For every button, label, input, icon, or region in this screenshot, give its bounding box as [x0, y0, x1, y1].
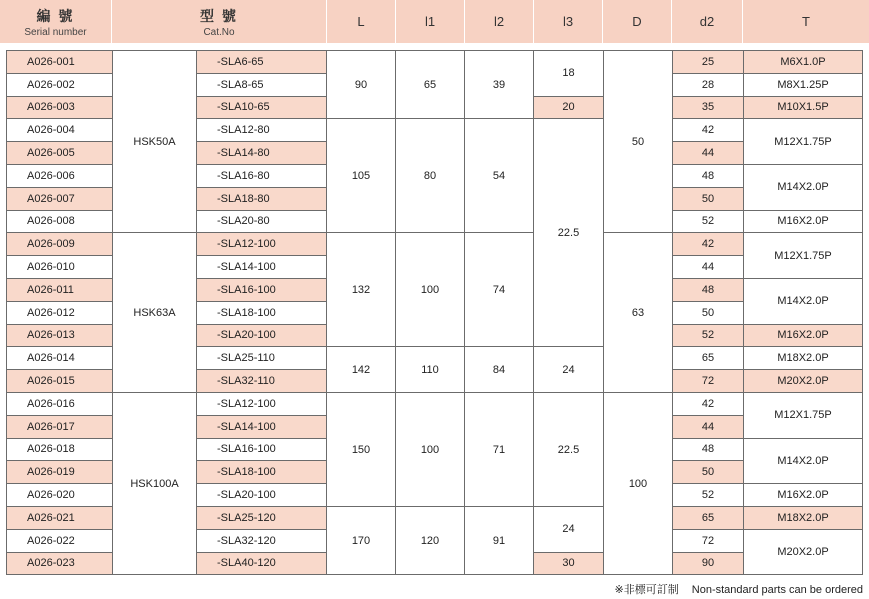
model-cell: HSK100A	[112, 392, 197, 575]
l2-cell: 54	[464, 118, 534, 233]
cat-no-cell: -SLA8-65	[196, 73, 327, 97]
d2-cell: 90	[672, 552, 744, 576]
cat-no-cell: -SLA16-100	[196, 438, 327, 462]
cat-no-cell: -SLA6-65	[196, 50, 327, 74]
l3-cell: 24	[533, 346, 604, 393]
D-cell: 100	[603, 392, 673, 575]
d2-cell: 42	[672, 392, 744, 416]
cat-no-cell: -SLA12-100	[196, 232, 327, 256]
l1-cell: 65	[395, 50, 465, 119]
cat-no-cell: -SLA32-120	[196, 529, 327, 553]
serial-number-cell: A026-019	[6, 460, 113, 484]
header-L-label: L	[357, 14, 365, 29]
l2-cell: 91	[464, 506, 534, 575]
l1-cell: 110	[395, 346, 465, 393]
serial-number-cell: A026-018	[6, 438, 113, 462]
l1-cell: 100	[395, 232, 465, 347]
d2-cell: 42	[672, 232, 744, 256]
cat-no-cell: -SLA20-100	[196, 324, 327, 348]
serial-number-cell: A026-002	[6, 73, 113, 97]
serial-number-cell: A026-010	[6, 255, 113, 279]
cat-no-cell: -SLA14-100	[196, 415, 327, 439]
d2-cell: 48	[672, 438, 744, 462]
serial-number-cell: A026-003	[6, 96, 113, 120]
serial-number-cell: A026-015	[6, 369, 113, 393]
l1-cell: 100	[395, 392, 465, 507]
thread-cell: M12X1.75P	[743, 232, 863, 279]
serial-number-cell: A026-020	[6, 483, 113, 507]
d2-cell: 44	[672, 141, 744, 165]
serial-number-cell: A026-013	[6, 324, 113, 348]
d2-cell: 65	[672, 346, 744, 370]
d2-cell: 65	[672, 506, 744, 530]
cat-no-cell: -SLA14-100	[196, 255, 327, 279]
cat-no-cell: -SLA12-100	[196, 392, 327, 416]
l3-cell: 20	[533, 96, 604, 120]
serial-number-cell: A026-008	[6, 210, 113, 234]
l3-cell: 22.5	[533, 392, 604, 507]
model-cell: HSK50A	[112, 50, 197, 233]
footnote-mark: ※非標可訂制	[614, 584, 679, 596]
serial-number-cell: A026-001	[6, 50, 113, 74]
serial-number-cell: A026-005	[6, 141, 113, 165]
thread-cell: M12X1.75P	[743, 118, 863, 165]
header-l2-label: l2	[493, 14, 505, 29]
header-l3-label: l3	[562, 14, 574, 29]
d2-cell: 28	[672, 73, 744, 97]
d2-cell: 52	[672, 324, 744, 348]
serial-number-cell: A026-011	[6, 278, 113, 302]
l1-cell: 120	[395, 506, 465, 575]
d2-cell: 52	[672, 483, 744, 507]
header-d2-label: d2	[699, 14, 715, 29]
model-cell: HSK63A	[112, 232, 197, 393]
D-cell: 63	[603, 232, 673, 393]
l3-cell: 30	[533, 552, 604, 576]
header-serial-zh: 編 號	[36, 7, 75, 24]
cat-no-cell: -SLA14-80	[196, 141, 327, 165]
thread-cell: M14X2.0P	[743, 278, 863, 325]
footnote	[615, 581, 864, 597]
serial-number-cell: A026-014	[6, 346, 113, 370]
thread-cell: M6X1.0P	[743, 50, 863, 74]
L-cell: 142	[326, 346, 396, 393]
cat-no-cell: -SLA16-100	[196, 278, 327, 302]
D-cell: 50	[603, 50, 673, 233]
header-D-label: D	[632, 14, 642, 29]
d2-cell: 50	[672, 301, 744, 325]
l3-cell: 24	[533, 506, 604, 553]
cat-no-cell: -SLA18-100	[196, 301, 327, 325]
l2-cell: 84	[464, 346, 534, 393]
cat-no-cell: -SLA25-110	[196, 346, 327, 370]
d2-cell: 48	[672, 164, 744, 188]
cat-no-cell: -SLA25-120	[196, 506, 327, 530]
cat-no-cell: -SLA16-80	[196, 164, 327, 188]
d2-cell: 44	[672, 415, 744, 439]
thread-cell: M10X1.5P	[743, 96, 863, 120]
cat-no-cell: -SLA18-100	[196, 460, 327, 484]
thread-cell: M16X2.0P	[743, 483, 863, 507]
serial-number-cell: A026-021	[6, 506, 113, 530]
thread-cell: M16X2.0P	[743, 210, 863, 234]
cat-no-cell: -SLA40-120	[196, 552, 327, 576]
d2-cell: 72	[672, 529, 744, 553]
l2-cell: 71	[464, 392, 534, 507]
serial-number-cell: A026-009	[6, 232, 113, 256]
l2-cell: 74	[464, 232, 534, 347]
d2-cell: 48	[672, 278, 744, 302]
thread-cell: M14X2.0P	[743, 164, 863, 211]
serial-number-cell: A026-016	[6, 392, 113, 416]
d2-cell: 44	[672, 255, 744, 279]
cat-no-cell: -SLA32-110	[196, 369, 327, 393]
l3-cell: 22.5	[533, 118, 604, 347]
L-cell: 170	[326, 506, 396, 575]
thread-cell: M20X2.0P	[743, 529, 863, 576]
footnote-text: Non-standard parts can be ordered	[691, 584, 863, 596]
l2-cell: 39	[464, 50, 534, 119]
l3-cell: 18	[533, 50, 604, 97]
header-l1-label: l1	[424, 14, 436, 29]
thread-cell: M18X2.0P	[743, 346, 863, 370]
serial-number-cell: A026-017	[6, 415, 113, 439]
L-cell: 150	[326, 392, 396, 507]
thread-cell: M8X1.25P	[743, 73, 863, 97]
header-serial-en: Serial number	[24, 26, 87, 38]
cat-no-cell: -SLA12-80	[196, 118, 327, 142]
thread-cell: M18X2.0P	[743, 506, 863, 530]
serial-number-cell: A026-022	[6, 529, 113, 553]
d2-cell: 42	[672, 118, 744, 142]
l1-cell: 80	[395, 118, 465, 233]
d2-cell: 25	[672, 50, 744, 74]
L-cell: 132	[326, 232, 396, 347]
L-cell: 90	[326, 50, 396, 119]
d2-cell: 35	[672, 96, 744, 120]
thread-cell: M14X2.0P	[743, 438, 863, 485]
serial-number-cell: A026-023	[6, 552, 113, 576]
d2-cell: 50	[672, 187, 744, 211]
serial-number-cell: A026-004	[6, 118, 113, 142]
header-T-label: T	[802, 14, 810, 29]
thread-cell: M12X1.75P	[743, 392, 863, 439]
header-cat-en: Cat.No	[203, 26, 235, 38]
cat-no-cell: -SLA18-80	[196, 187, 327, 211]
cat-no-cell: -SLA20-100	[196, 483, 327, 507]
serial-number-cell: A026-012	[6, 301, 113, 325]
L-cell: 105	[326, 118, 396, 233]
header-cat-zh: 型 號	[200, 7, 238, 24]
cat-no-cell: -SLA20-80	[196, 210, 327, 234]
d2-cell: 52	[672, 210, 744, 234]
cat-no-cell: -SLA10-65	[196, 96, 327, 120]
thread-cell: M20X2.0P	[743, 369, 863, 393]
thread-cell: M16X2.0P	[743, 324, 863, 348]
d2-cell: 72	[672, 369, 744, 393]
serial-number-cell: A026-007	[6, 187, 113, 211]
d2-cell: 50	[672, 460, 744, 484]
serial-number-cell: A026-006	[6, 164, 113, 188]
